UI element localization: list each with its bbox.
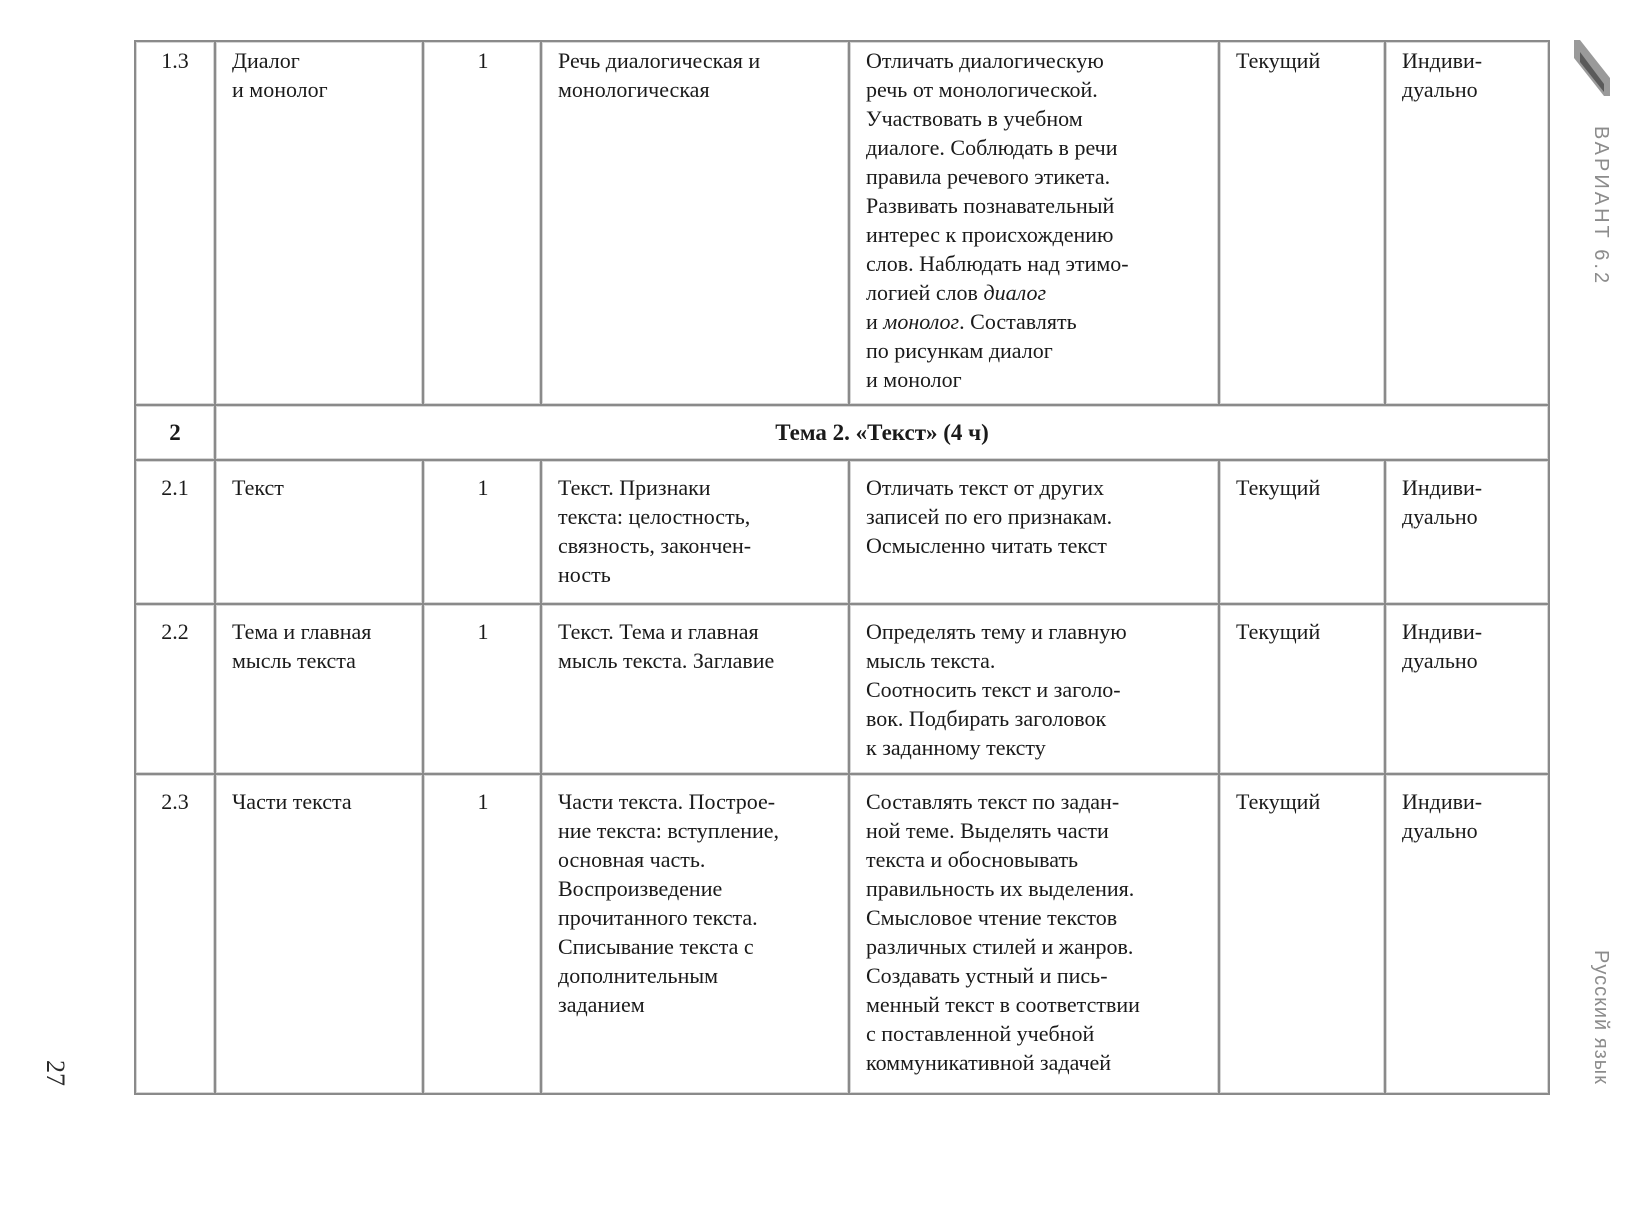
corner-chevron-icon: [1574, 40, 1610, 100]
topic-header-row: [135, 405, 1549, 460]
control-type-cell: Текущий: [1219, 774, 1385, 1094]
lesson-topic-cell: Тема и главная мысль текста: [215, 604, 423, 774]
control-type-cell: Текущий: [1219, 460, 1385, 604]
curriculum-table: [134, 40, 1550, 1095]
content-cell: Текст. Признаки текста: целостность, связность, закончен- ность: [541, 460, 849, 604]
content-cell: Текст. Тема и главная мысль текста. Заглавие: [541, 604, 849, 774]
content-cell: Части текста. Построе- ние текста: вступление, основная часть. Воспроизведение прочитанного текста. Списывание текста с дополнительным заданием: [541, 774, 849, 1094]
table-row: [135, 774, 1549, 1094]
topic-title: Тема 2. «Текст» (4 ч): [215, 405, 1549, 460]
topic-number: 2: [135, 405, 215, 460]
variant-side-label: ВАРИАНТ 6.2: [1590, 126, 1612, 287]
hours-cell: 1: [423, 41, 541, 405]
work-form-cell: Индиви- дуально: [1385, 460, 1549, 604]
lesson-number-cell: 2.3: [135, 774, 215, 1094]
activity-cell: Отличать текст от других записей по его признакам. Осмысленно читать текст: [849, 460, 1219, 604]
hours-cell: 1: [423, 774, 541, 1094]
work-form-cell: Индиви- дуально: [1385, 774, 1549, 1094]
work-form-cell: Индиви- дуально: [1385, 604, 1549, 774]
hours-cell: 1: [423, 460, 541, 604]
lesson-number-cell: 1.3: [135, 41, 215, 405]
subject-side-label: Русский язык: [1590, 950, 1612, 1085]
lesson-topic-cell: Части текста: [215, 774, 423, 1094]
activity-cell: Определять тему и главную мысль текста. Соотносить текст и заголо- вок. Подбирать заголовок к заданному тексту: [849, 604, 1219, 774]
control-type-cell: Текущий: [1219, 41, 1385, 405]
control-type-cell: Текущий: [1219, 604, 1385, 774]
activity-cell: Отличать диалогическую речь от монологической. Участвовать в учебном диалоге. Соблюдать в речи правила речевого этикета. Развивать познавательный интерес к происхождению слов. Наблюдать над этимо- логией слов диалог и монолог. Составлять по рисункам диалог и монолог: [849, 41, 1219, 405]
lesson-number-cell: 2.1: [135, 460, 215, 604]
table-row: [135, 41, 1549, 405]
lesson-topic-cell: Текст: [215, 460, 423, 604]
work-form-cell: Индиви- дуально: [1385, 41, 1549, 405]
lesson-topic-cell: Диалог и монолог: [215, 41, 423, 405]
activity-cell: Составлять текст по задан- ной теме. Выделять части текста и обосновывать правильность их выделения. Смысловое чтение текстов различных стилей и жанров. Создавать устный и пись- менный текст в соответствии с поставленной учебной коммуникативной задачей: [849, 774, 1219, 1094]
lesson-number-cell: 2.2: [135, 604, 215, 774]
content-cell: Речь диалогическая и монологическая: [541, 41, 849, 405]
table-row: [135, 460, 1549, 604]
hours-cell: 1: [423, 604, 541, 774]
table-row: [135, 604, 1549, 774]
page-number: 27: [41, 1060, 70, 1086]
